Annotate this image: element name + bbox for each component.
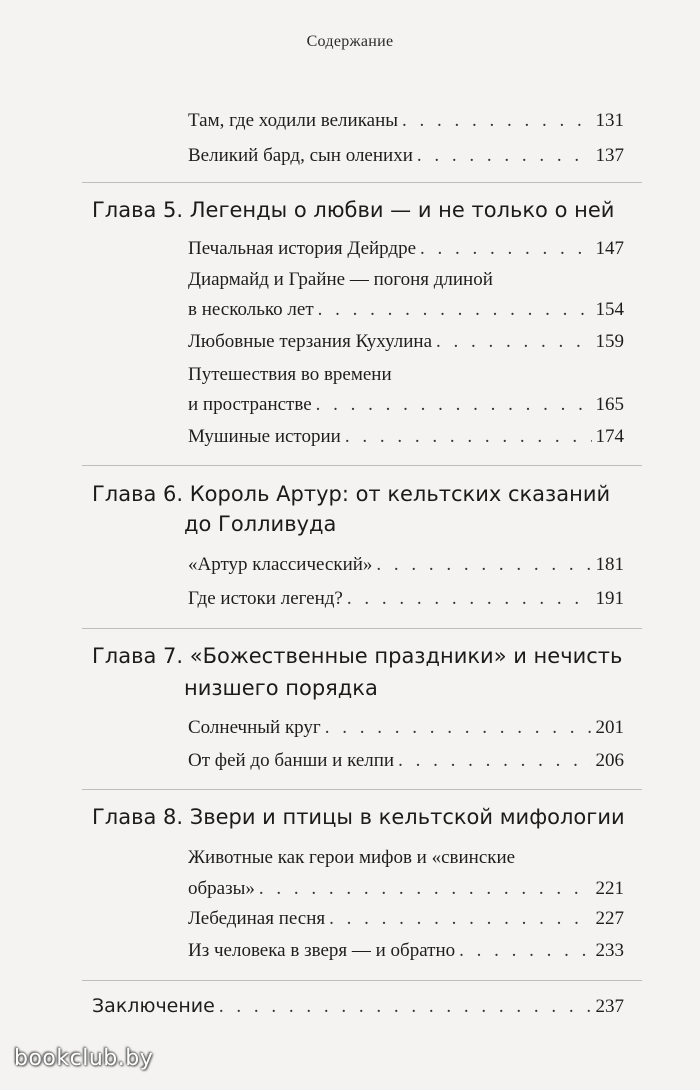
leader-dots xyxy=(376,552,591,578)
toc-entry xyxy=(188,906,624,932)
entry-title: в несколько лет xyxy=(188,299,314,320)
watermark: bookclub.by xyxy=(14,1046,154,1071)
entry-title: Любовные терзания Кухулина xyxy=(188,331,433,352)
toc-entry xyxy=(188,876,624,902)
toc-entry xyxy=(188,143,624,169)
entry-title: Там, где ходили великаны xyxy=(188,110,399,131)
leader-dots xyxy=(417,143,592,169)
entry-page: 206 xyxy=(595,750,624,771)
entry-title: Из человека в зверя — и обратно xyxy=(188,940,456,961)
entry-title: Солнечный круг xyxy=(188,717,321,738)
entry-page: 221 xyxy=(595,878,624,899)
section-divider xyxy=(82,789,642,790)
chapter-heading: Глава 5. Легенды о любви — и не только о ней xyxy=(92,198,615,222)
section-divider xyxy=(82,628,642,629)
entry-page: 233 xyxy=(595,940,624,961)
entry-page: 227 xyxy=(595,908,624,929)
leader-dots xyxy=(402,108,591,134)
entry-page: 147 xyxy=(595,238,624,259)
entry-page: 159 xyxy=(595,331,624,352)
chapter-heading-cont: до Голливуда xyxy=(184,512,337,536)
entry-title: Мушиные истории xyxy=(188,426,341,447)
toc-entry xyxy=(188,392,624,418)
running-head: Содержание xyxy=(306,33,394,50)
entry-page: 181 xyxy=(595,554,624,575)
section-divider xyxy=(82,980,642,981)
entry-page: 165 xyxy=(595,394,624,415)
leader-dots xyxy=(259,876,592,902)
entry-page: 131 xyxy=(595,110,624,131)
leader-dots xyxy=(459,938,591,964)
entry-title: Печальная история Дейрдре xyxy=(188,238,417,259)
leader-dots xyxy=(219,994,592,1020)
entry-title-line: Животные как герои мифов и «свинские xyxy=(188,847,516,868)
entry-page: 174 xyxy=(595,426,624,447)
leader-dots xyxy=(325,715,592,741)
toc-entry xyxy=(188,329,624,355)
leader-dots xyxy=(318,297,592,323)
chapter-heading: Глава 7. «Божественные праздники» и нечисть xyxy=(92,644,623,668)
toc-entry xyxy=(188,297,624,323)
leader-dots xyxy=(436,329,591,355)
entry-page: 154 xyxy=(595,299,624,320)
toc-entry-conclusion xyxy=(92,993,624,1020)
toc-entry xyxy=(188,552,624,578)
leader-dots xyxy=(398,748,591,774)
leader-dots xyxy=(329,906,591,932)
toc-entry xyxy=(188,938,624,964)
entry-title: Где истоки легенд? xyxy=(188,588,343,609)
toc-entry xyxy=(188,108,624,134)
toc-entry xyxy=(188,424,624,450)
leader-dots xyxy=(316,392,592,418)
leader-dots xyxy=(420,236,591,262)
toc-entry xyxy=(188,236,624,262)
toc-entry xyxy=(188,586,624,612)
entry-title: Лебединая песня xyxy=(188,908,326,929)
entry-page: 237 xyxy=(595,996,624,1017)
section-divider xyxy=(82,182,642,183)
entry-title-line: Диармайд и Грайне — погоня длиной xyxy=(188,269,493,290)
toc-entry xyxy=(188,715,624,741)
chapter-heading: Глава 6. Король Артур: от кельтских сказаний xyxy=(92,482,611,506)
section-divider xyxy=(82,465,642,466)
entry-title: образы» xyxy=(188,878,255,899)
chapter-heading-cont: низшего порядка xyxy=(184,676,378,700)
entry-page: 137 xyxy=(595,145,624,166)
entry-title-line: Путешествия во времени xyxy=(188,364,392,385)
leader-dots xyxy=(345,424,592,450)
entry-title: «Артур классический» xyxy=(188,554,373,575)
entry-page: 201 xyxy=(595,717,624,738)
entry-title: Заключение xyxy=(92,995,215,1017)
toc-entry xyxy=(188,748,624,774)
entry-page: 191 xyxy=(595,588,624,609)
entry-title: и пространстве xyxy=(188,394,312,415)
entry-title: Великий бард, сын оленихи xyxy=(188,145,413,166)
entry-title: От фей до банши и келпи xyxy=(188,750,395,771)
leader-dots xyxy=(347,586,592,612)
chapter-heading: Глава 8. Звери и птицы в кельтской мифологии xyxy=(92,805,625,829)
